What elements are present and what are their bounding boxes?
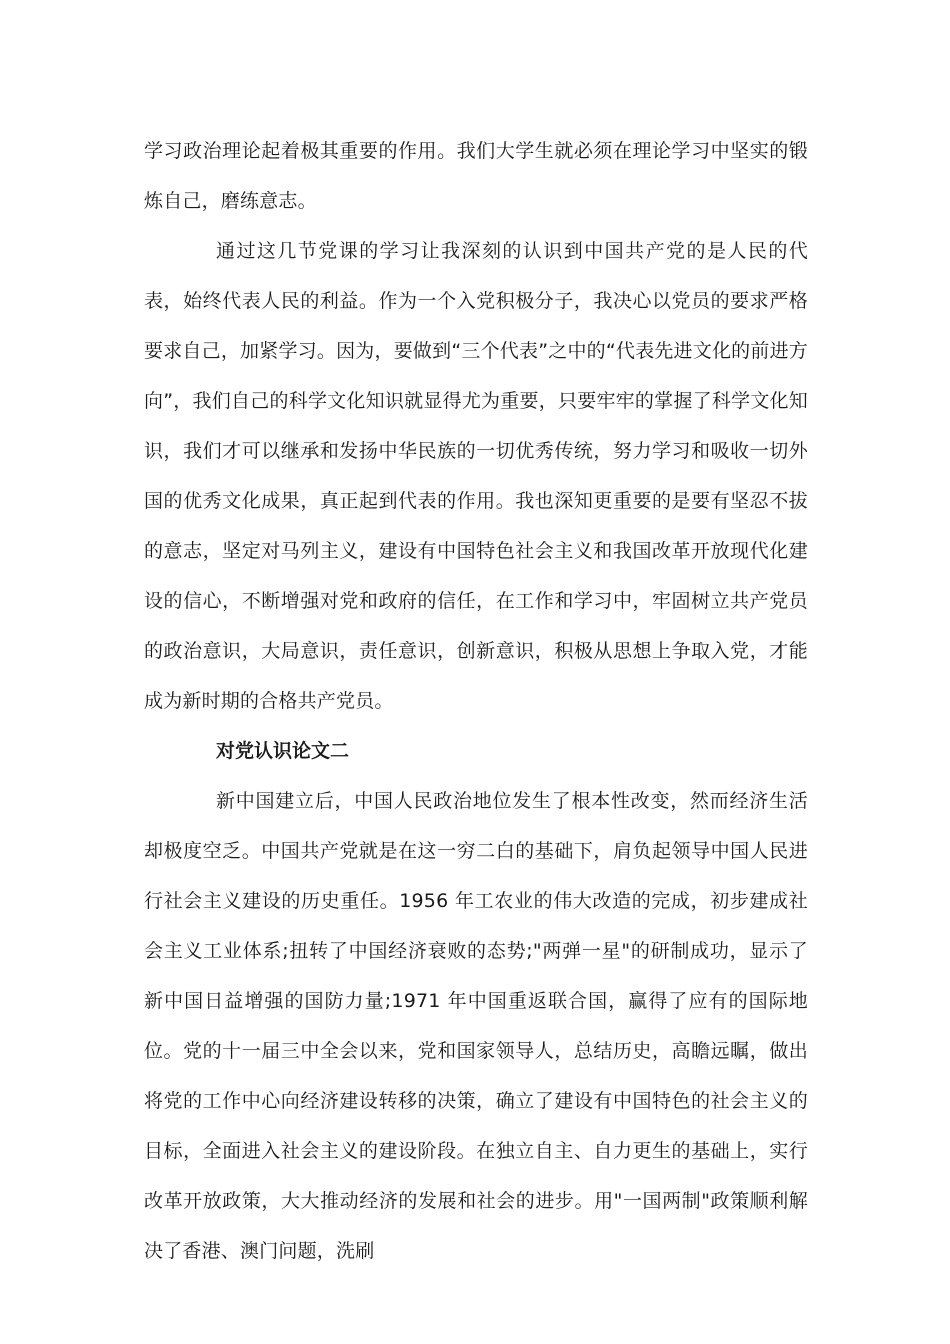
section-heading: 对党认识论文二 (216, 740, 350, 762)
paragraph-continuation: 学习政治理论起着极其重要的作用。我们大学生就必须在理论学习中坚实的锻炼自己，磨练意志。 (144, 140, 808, 212)
document-body (144, 126, 808, 1276)
paragraph-party-course-reflection: 通过这几节党课的学习让我深刻的认识到中国共产党的是人民的代表，始终代表人民的利益。作为一个入党积极分子，我决心以党员的要求严格要求自己，加紧学习。因为，要做到“三个代表”之中的“代表先进文化的前进方向”，我们自己的科学文化知识就显得尤为重要，只要牢牢的掌握了科学文化知识，我们才可以继承和发扬中华民族的一切优秀传统，努力学习和吸收一切外国的优秀文化成果，真正起到代表的作用。我也深知更重要的是要有坚忍不拔的意志，坚定对马列主义，建设有中国特色社会主义和我国改革开放现代化建设的信心，不断增强对党和政府的信任，在工作和学习中，牢固树立共产党员的政治意识，大局意识，责任意识，创新意识，积极从思想上争取入党，才能成为新时期的合格共产党员。 (144, 240, 808, 712)
paragraph-new-china-history: 新中国建立后，中国人民政治地位发生了根本性改变，然而经济生活却极度空乏。中国共产党就是在这一穷二白的基础下，肩负起领导中国人民进行社会主义建设的历史重任。1956 年工农业的伟大改造的完成，初步建成社会主义工业体系;扭转了中国经济衰败的态势;"两弹一星"的研制成功，显示了新中国日益增强的国防力量;1971 年中国重返联合国，赢得了应有的国际地位。党的十一届三中全会以来，党和国家领导人，总结历史，高瞻远瞩，做出将党的工作中心向经济建设转移的决策，确立了建设有中国特色的社会主义的目标，全面进入社会主义的建设阶段。在独立自主、自力更生的基础上，实行改革开放政策，大大推动经济的发展和社会的进步。用"一国两制"政策顺利解决了香港、澳门问题，洗刷 (144, 790, 808, 1262)
